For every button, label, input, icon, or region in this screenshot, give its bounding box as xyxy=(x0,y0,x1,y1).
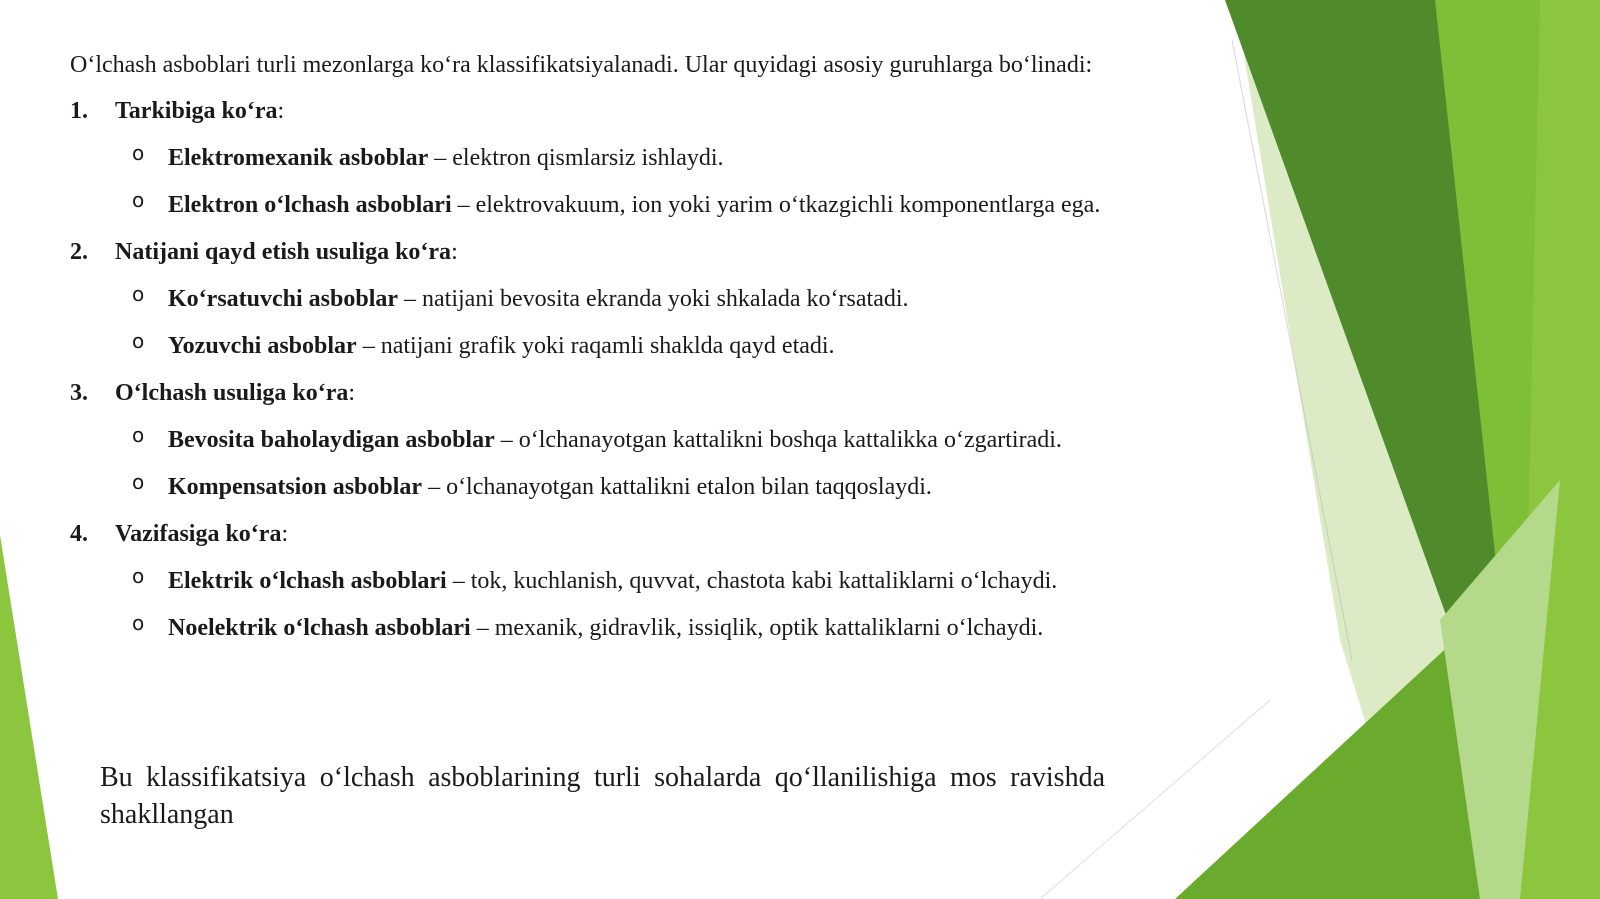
bullet-icon: o xyxy=(132,141,145,165)
sub-item xyxy=(70,329,1170,363)
group-heading: O‘lchash usuliga ko‘ra xyxy=(115,380,349,406)
sub-item-separator: – xyxy=(451,192,476,218)
heading-suffix: : xyxy=(281,521,289,547)
deco-shape-left xyxy=(0,535,58,899)
closing-text: Bu klassifikatsiya o‘lchash asboblarining turli sohalarda qo‘llanilishiga mos ravishda shakllangan xyxy=(100,762,1105,830)
group-item-4 xyxy=(70,517,1170,551)
sub-item-description: natijani bevosita ekranda yoki shkalada ko‘rsatadi. xyxy=(422,286,909,312)
bullet-icon: o xyxy=(132,329,145,353)
sub-item-separator: – xyxy=(494,427,519,453)
group-heading: Tarkibiga ko‘ra xyxy=(115,98,278,124)
group-number: 1. xyxy=(70,98,88,124)
sub-item xyxy=(70,282,1170,316)
group-item-1 xyxy=(70,94,1170,128)
sub-item-separator: – xyxy=(470,615,495,641)
heading-suffix: : xyxy=(348,380,356,406)
group-item-3 xyxy=(70,376,1170,410)
sub-item-description: elektrovakuum, ion yoki yarim o‘tkazgichli komponentlarga ega. xyxy=(475,192,1101,218)
group-number: 4. xyxy=(70,521,88,547)
sub-item-term: Elektromexanik asboblar xyxy=(168,145,429,171)
group-heading: Natijani qayd etish usuliga ko‘ra xyxy=(115,239,452,265)
group-number: 3. xyxy=(70,380,88,406)
bullet-icon: o xyxy=(132,470,145,494)
sub-item xyxy=(70,423,1170,457)
sub-item-separator: – xyxy=(398,286,423,312)
sub-item-term: Noelektrik o‘lchash asboblari xyxy=(168,615,471,641)
group-number: 2. xyxy=(70,239,88,265)
sub-item xyxy=(70,611,1170,645)
sub-item-description: mexanik, gidravlik, issiqlik, optik kattaliklarni o‘lchaydi. xyxy=(494,615,1044,641)
sub-item xyxy=(70,141,1170,175)
sub-item-term: Yozuvchi asboblar xyxy=(168,333,357,359)
bullet-icon: o xyxy=(132,611,145,635)
sub-item-term: Bevosita baholaydigan asboblar xyxy=(168,427,495,453)
sub-item-separator: – xyxy=(356,333,381,359)
heading-suffix: : xyxy=(277,98,285,124)
sub-item xyxy=(70,470,1170,504)
sub-item-separator: – xyxy=(422,474,447,500)
intro-text: O‘lchash asboblari turli mezonlarga ko‘ra klassifikatsiyalanadi. Ular quyidagi asosiy guruhlarga bo‘linadi: xyxy=(70,52,1093,78)
sub-item-description: o‘lchanayotgan kattalikni etalon bilan taqqoslaydi. xyxy=(446,474,932,500)
sub-item-description: elektron qismlarsiz ishlaydi. xyxy=(452,145,724,171)
sub-item xyxy=(70,564,1170,598)
sub-item-term: Ko‘rsatuvchi asboblar xyxy=(168,286,399,312)
bullet-icon: o xyxy=(132,423,145,447)
bullet-icon: o xyxy=(132,564,145,588)
sub-item-separator: – xyxy=(428,145,453,171)
sub-item-description: tok, kuchlanish, quvvat, chastota kabi kattaliklarni o‘lchaydi. xyxy=(470,568,1058,594)
sub-item-term: Elektron o‘lchash asboblari xyxy=(168,192,452,218)
sub-item-term: Kompensatsion asboblar xyxy=(168,474,423,500)
sub-item-separator: – xyxy=(446,568,471,594)
sub-item xyxy=(70,188,1170,222)
group-heading: Vazifasiga ko‘ra xyxy=(115,521,282,547)
sub-item-description: o‘lchanayotgan kattalikni boshqa kattalikka o‘zgartiradi. xyxy=(518,427,1062,453)
heading-suffix: : xyxy=(451,239,458,265)
sub-item-term: Elektrik o‘lchash asboblari xyxy=(168,568,447,594)
slide-content xyxy=(70,48,1170,658)
sub-item-description: natijani grafik yoki raqamli shaklda qayd etadi. xyxy=(380,333,835,359)
bullet-icon: o xyxy=(132,282,145,306)
bullet-icon: o xyxy=(132,188,145,212)
group-item-2 xyxy=(70,235,1170,269)
classification-list xyxy=(70,94,1170,645)
